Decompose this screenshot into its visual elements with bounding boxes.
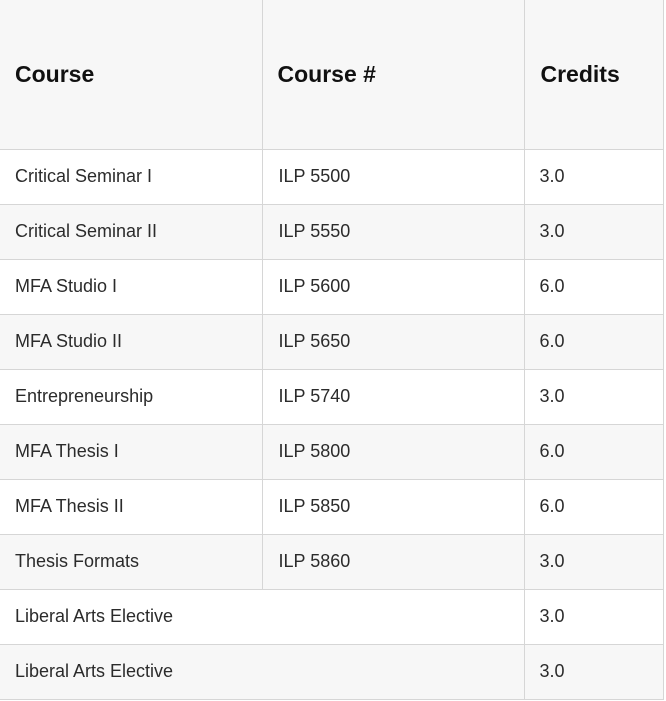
course-name: MFA Thesis I: [0, 424, 262, 479]
table-row: [0, 369, 663, 424]
course-credits: 3.0: [524, 149, 663, 204]
course-name: Thesis Formats: [0, 534, 262, 589]
course-name: MFA Thesis II: [0, 479, 262, 534]
course-credits: 3.0: [524, 204, 663, 259]
course-credits: 3.0: [524, 534, 663, 589]
table-row: [0, 204, 663, 259]
table-row: [0, 534, 663, 589]
table-header: [0, 0, 663, 149]
course-name: Critical Seminar I: [0, 149, 262, 204]
course-number: ILP 5850: [262, 479, 524, 534]
elective-name: Liberal Arts Elective: [0, 589, 524, 644]
table-row: [0, 259, 663, 314]
course-number: ILP 5600: [262, 259, 524, 314]
course-number: ILP 5500: [262, 149, 524, 204]
elective-credits: 3.0: [524, 644, 663, 699]
table-row: [0, 479, 663, 534]
table-body: [0, 149, 663, 699]
course-name: MFA Studio II: [0, 314, 262, 369]
elective-credits: 3.0: [524, 589, 663, 644]
course-number: ILP 5550: [262, 204, 524, 259]
course-credits: 6.0: [524, 314, 663, 369]
table-row: [0, 149, 663, 204]
course-name: Critical Seminar II: [0, 204, 262, 259]
course-credits: 6.0: [524, 424, 663, 479]
header-course-number: Course #: [262, 0, 524, 149]
elective-name: Liberal Arts Elective: [0, 644, 524, 699]
table-row: [0, 314, 663, 369]
header-row: [0, 0, 663, 149]
course-number: ILP 5860: [262, 534, 524, 589]
course-credits: 6.0: [524, 259, 663, 314]
course-credits: 6.0: [524, 479, 663, 534]
elective-row: [0, 644, 663, 699]
course-name: MFA Studio I: [0, 259, 262, 314]
course-name: Entrepreneurship: [0, 369, 262, 424]
header-course: Course: [0, 0, 262, 149]
header-credits: Credits: [524, 0, 663, 149]
course-number: ILP 5650: [262, 314, 524, 369]
elective-row: [0, 589, 663, 644]
table-row: [0, 424, 663, 479]
course-number: ILP 5740: [262, 369, 524, 424]
course-number: ILP 5800: [262, 424, 524, 479]
course-credits: 3.0: [524, 369, 663, 424]
